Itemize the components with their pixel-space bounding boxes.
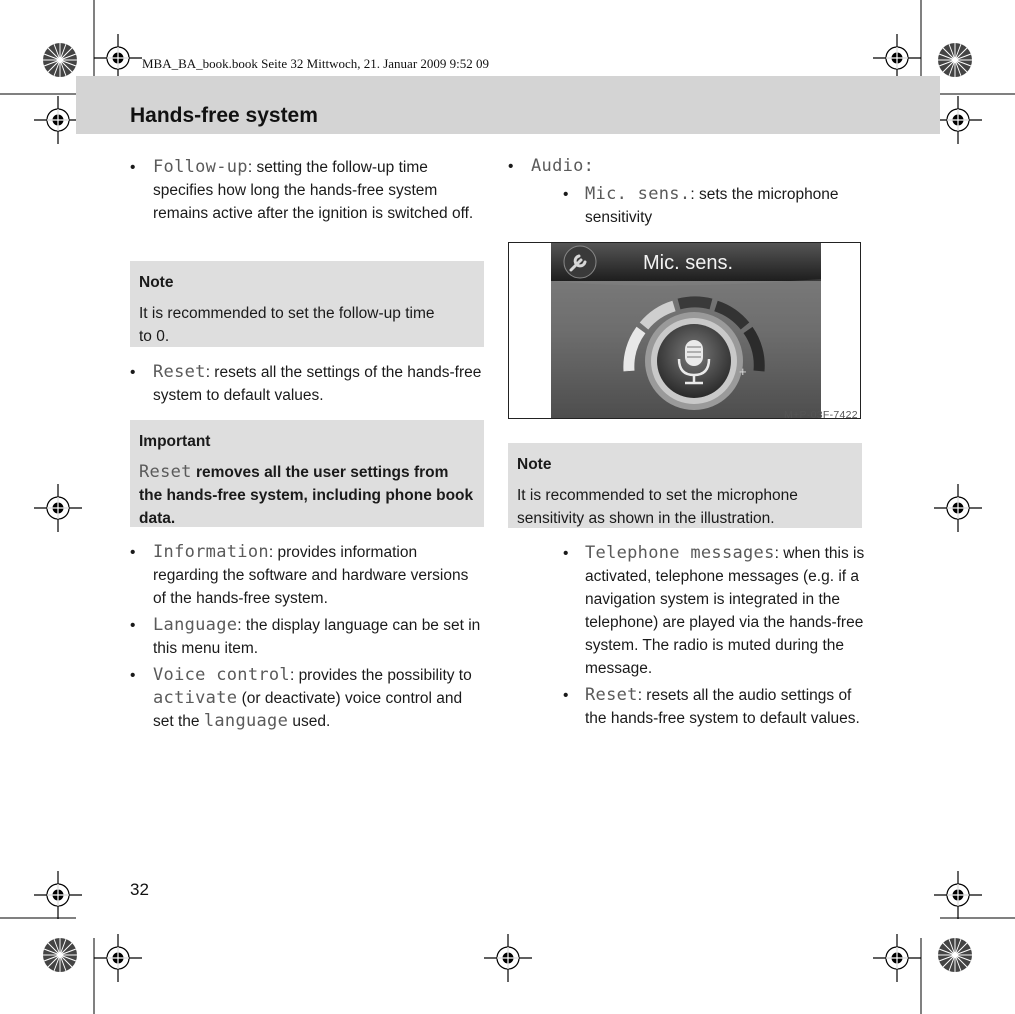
- wrench-icon: [564, 246, 596, 278]
- term-reset: Reset: [153, 362, 206, 382]
- bullet: •: [130, 544, 136, 561]
- term-activate: activate: [153, 688, 238, 708]
- important-description: removes all the user settings from the hands-free system, including phone book data.: [139, 464, 474, 527]
- list-item-information: [130, 541, 483, 610]
- follow-up-description: : setting the follow-up time specifies how long the hands-free system remains active after the ignition is switched off.: [153, 159, 474, 222]
- bullet: •: [130, 159, 136, 176]
- screen-title: Mic. sens.: [643, 252, 734, 274]
- list-item-telephone-messages: [563, 542, 867, 680]
- voice-description-1: : provides the possibility to: [289, 667, 472, 684]
- figure-code: M+P-03F-7422: [784, 409, 858, 421]
- page-number: 32: [130, 880, 149, 899]
- minus-label: -: [625, 362, 630, 377]
- important-title: Important: [139, 433, 211, 450]
- list-item-voice-control: [130, 664, 483, 733]
- telephone-messages-description: : when this is activated, telephone messages (e.g. if a navigation system is integrated in the telephone) are played via the hands-free system. The radio is muted during the message.: [585, 545, 865, 677]
- note-title: Note: [139, 274, 174, 291]
- term-language: language: [203, 711, 289, 731]
- important-box: [130, 420, 484, 527]
- term-reset: Reset: [139, 462, 192, 482]
- bullet: •: [130, 364, 136, 381]
- page-title: Hands-free system: [130, 104, 318, 127]
- term-voice-control: Voice control: [153, 665, 290, 685]
- reset-description: : resets all the settings of the hands-free system to default values.: [153, 364, 482, 404]
- term-reset: Reset: [585, 685, 638, 705]
- list-item-language: [130, 614, 483, 660]
- mic-sensitivity-screen: [509, 243, 860, 418]
- list-item-reset: [130, 361, 487, 407]
- reset-audio-description: : resets all the audio settings of the hands-free system to default values.: [585, 687, 860, 727]
- note-box: [508, 443, 862, 528]
- voice-description-2: (or deactivate) voice control and set the: [153, 690, 463, 730]
- term-audio: Audio:: [531, 156, 595, 176]
- term-telephone-messages: Telephone messages: [585, 543, 775, 563]
- list-item-reset-audio: [563, 684, 867, 730]
- list-item-audio: [508, 155, 851, 178]
- term-language: Language: [153, 615, 238, 635]
- voice-description-3: used.: [288, 713, 331, 730]
- note-title: Note: [517, 456, 552, 473]
- bullet: •: [130, 617, 136, 634]
- note-box: [130, 261, 484, 347]
- bullet: •: [563, 687, 569, 704]
- bullet: •: [130, 667, 136, 684]
- note-text: It is recommended to set the microphone sensitivity as shown in the illustration.: [517, 487, 798, 527]
- bullet: •: [508, 158, 514, 175]
- mic-sens-description: : sets the microphone sensitivity: [585, 186, 839, 226]
- bullet: •: [563, 186, 569, 203]
- term-information: Information: [153, 542, 269, 562]
- important-text: [139, 461, 475, 530]
- language-description: : the display language can be set in this menu item.: [153, 617, 481, 657]
- list-item-mic-sens: [563, 183, 865, 229]
- plus-label: +: [739, 364, 747, 379]
- print-info-line: MBA_BA_book.book Seite 32 Mittwoch, 21. Januar 2009 9:52 09: [142, 56, 490, 71]
- list-item-follow-up: [130, 156, 483, 225]
- term-mic-sens: Mic. sens.: [585, 184, 691, 204]
- mic-sensitivity-illustration: [508, 242, 861, 419]
- information-description: : provides information regarding the software and hardware versions of the hands-free system.: [153, 544, 469, 607]
- bullet: •: [563, 545, 569, 562]
- term-follow-up: Follow-up: [153, 157, 248, 177]
- note-text: It is recommended to set the follow-up time to 0.: [139, 305, 435, 345]
